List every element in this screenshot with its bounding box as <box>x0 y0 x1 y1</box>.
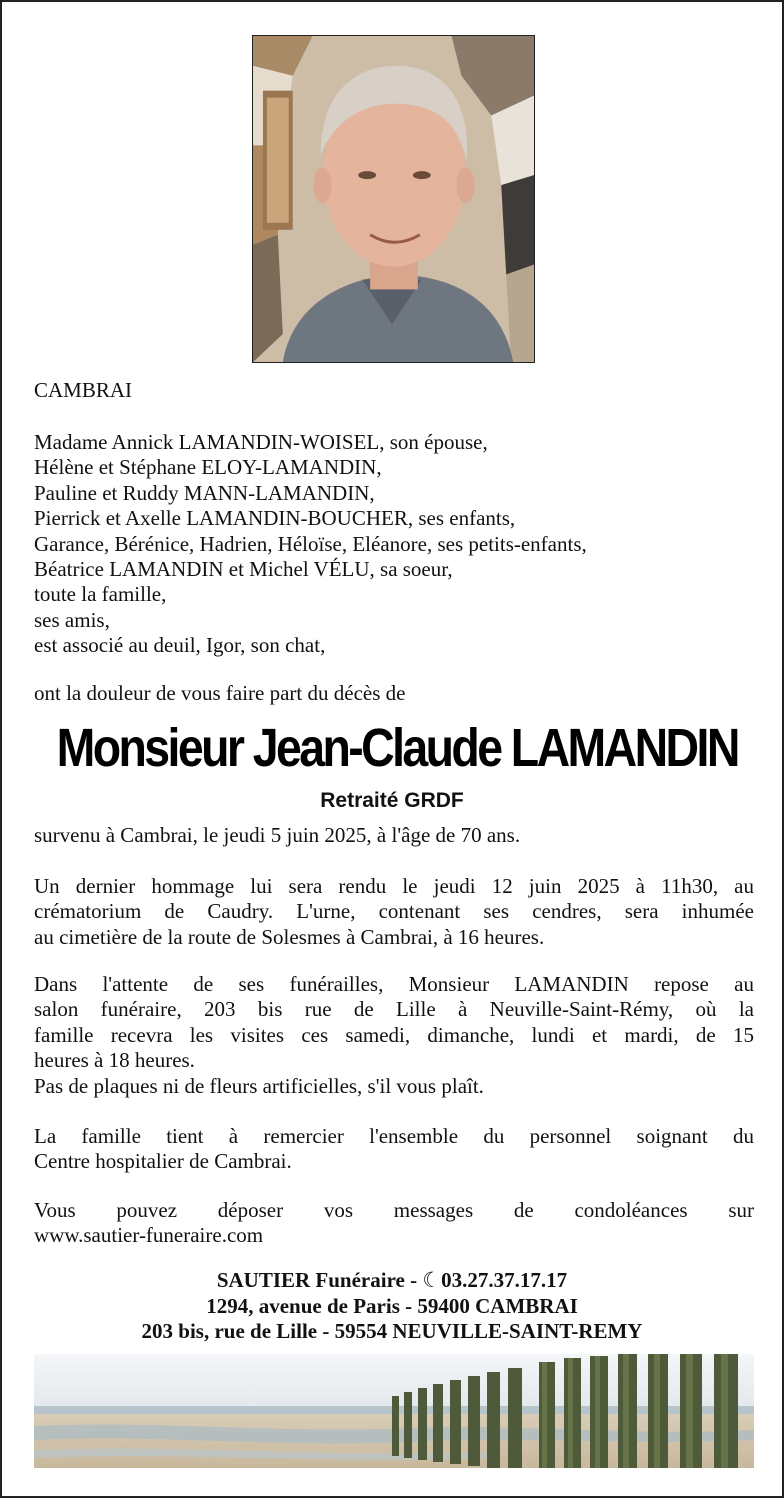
condolences-website[interactable]: www.sautier-funeraire.com <box>34 1223 264 1248</box>
family-list <box>34 430 754 659</box>
funeral-home-name: SAUTIER Funéraire - <box>216 1268 423 1292</box>
viewing-paragraph <box>34 972 754 1099</box>
phone-icon: ☾ <box>422 1268 442 1292</box>
funeral-home-contact <box>2 1268 782 1294</box>
ceremony-line: au cimetière de la route de Solesmes à Cambrai, à 16 heures. <box>34 924 545 949</box>
family-line: Madame Annick LAMANDIN-WOISEL, son épouse, <box>34 430 488 454</box>
family-line: toute la famille, <box>34 582 167 607</box>
city-heading: CAMBRAI <box>34 378 133 402</box>
beach-banner-image <box>34 1354 754 1468</box>
family-line: ses amis, <box>34 607 110 632</box>
viewing-line: salon funéraire, 203 bis rue de Lille à Neuville-Saint-Rémy, où la <box>34 997 754 1022</box>
ceremony-paragraph <box>34 874 754 950</box>
condolences-paragraph <box>34 1198 754 1249</box>
funeral-home-phone[interactable]: 03.27.37.17.17 <box>441 1268 568 1292</box>
death-details: survenu à Cambrai, le jeudi 5 juin 2025, à l'âge de 70 ans. <box>34 823 521 847</box>
portrait-photo <box>252 35 535 363</box>
thanks-line: La famille tient à remercier l'ensemble du personnel soignant du <box>34 1124 754 1148</box>
deceased-title: Retraité GRDF <box>320 789 464 812</box>
ceremony-line: crématorium de Caudry. L'urne, contenant ses cendres, sera inhumée <box>34 899 754 924</box>
funeral-home-block <box>2 1268 782 1345</box>
family-line: Hélène et Stéphane ELOY-LAMANDIN, <box>34 455 382 480</box>
viewing-line: heures à 18 heures. <box>34 1048 195 1073</box>
family-line: Pauline et Ruddy MANN-LAMANDIN, <box>34 480 375 505</box>
no-flowers-note: Pas de plaques ni de fleurs artificielles, s'il vous plaît. <box>34 1073 484 1098</box>
thanks-line: Centre hospitalier de Cambrai. <box>34 1149 292 1174</box>
family-line: Pierrick et Axelle LAMANDIN-BOUCHER, ses enfants, <box>34 506 516 531</box>
thanks-paragraph <box>34 1124 754 1175</box>
ceremony-line: Un dernier hommage lui sera rendu le jeudi 12 juin 2025 à 11h30, au <box>34 874 754 898</box>
viewing-line: famille recevra les visites ces samedi, dimanche, lundi et mardi, de 15 <box>34 1022 754 1047</box>
condolences-line: Vous pouvez déposer vos messages de condoléances sur <box>34 1198 754 1222</box>
deceased-name: Monsieur Jean-Claude LAMANDIN <box>56 718 738 778</box>
family-line: Garance, Bérénice, Hadrien, Héloïse, Eléanore, ses petits-enfants, <box>34 531 587 556</box>
family-line: est associé au deuil, Igor, son chat, <box>34 633 326 658</box>
announcement-intro: ont la douleur de vous faire part du décès de <box>34 681 406 705</box>
funeral-home-address-2: 203 bis, rue de Lille - 59554 NEUVILLE-SAINT-REMY <box>141 1319 643 1343</box>
viewing-line: Dans l'attente de ses funérailles, Monsieur LAMANDIN repose au <box>34 972 754 996</box>
funeral-home-address-1: 1294, avenue de Paris - 59400 CAMBRAI <box>206 1293 578 1318</box>
family-line: Béatrice LAMANDIN et Michel VÉLU, sa soeur, <box>34 557 453 582</box>
